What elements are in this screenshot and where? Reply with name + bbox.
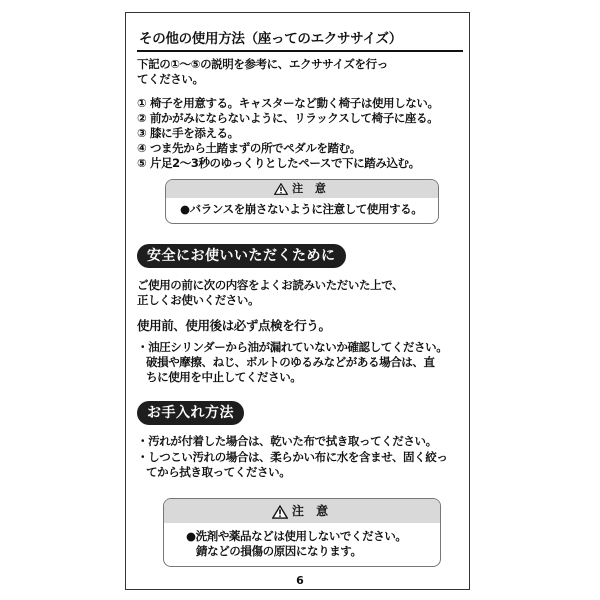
step-4: ④ つま先から土踏まずの所でペダルを踏む。 bbox=[137, 141, 361, 155]
caution-label: 注 意 bbox=[292, 182, 330, 195]
bullet-line: 破損や摩擦、ねじ、ボルトのゆるみなどがある場合は、直 bbox=[146, 355, 435, 369]
step-1: ① 椅子を用意する。キャスターなど動く椅子は使用しない。 bbox=[137, 96, 439, 110]
caution-line: 錆などの損傷の原因になります。 bbox=[196, 544, 362, 558]
caution-box-chemicals bbox=[163, 498, 441, 567]
exercise-intro bbox=[137, 57, 463, 87]
bullet-line: ちに使用を中止してください。 bbox=[146, 370, 302, 384]
care-bullets bbox=[137, 434, 463, 480]
caution-body bbox=[166, 198, 438, 223]
caution-header bbox=[164, 499, 440, 523]
caution-label: 注 意 bbox=[291, 504, 333, 518]
caution-body bbox=[164, 523, 440, 566]
exercise-steps bbox=[137, 96, 463, 171]
page-content bbox=[137, 30, 463, 567]
inspection-bullet bbox=[137, 340, 463, 385]
care-heading-wrap bbox=[137, 401, 463, 425]
safety-heading-wrap bbox=[137, 244, 463, 268]
inspection-subheading: 使用前、使用後は必ず点検を行う。 bbox=[137, 318, 331, 333]
safety-intro bbox=[137, 278, 463, 308]
safety-heading: 安全にお使いいただくために bbox=[137, 244, 346, 268]
care-bullet-1: ・汚れが付着した場合は、乾いた布で拭き取ってください。 bbox=[137, 434, 437, 448]
step-3: ③ 膝に手を添える。 bbox=[137, 126, 239, 140]
safety-intro-line: 正しくお使いください。 bbox=[137, 293, 260, 307]
caution-line: ●洗剤や薬品などは使用しないでください。 bbox=[186, 529, 407, 543]
warning-icon bbox=[274, 183, 288, 195]
bullet-line: ・油圧シリンダーから油が漏れていないか確認してください。 bbox=[137, 340, 448, 354]
safety-intro-line: ご使用の前に次の内容をよくお読みいただいた上で、 bbox=[137, 278, 404, 292]
care-heading: お手入れ方法 bbox=[137, 401, 244, 425]
care-bullet-2: ・しつこい汚れの場合は、柔らかい布に水を含ませ、固く絞っ bbox=[137, 450, 448, 464]
step-2: ② 前かがみにならないように、リラックスして椅子に座る。 bbox=[137, 111, 439, 125]
caution-line: ●バランスを崩さないように注意して使用する。 bbox=[180, 202, 423, 216]
intro-line: 下記の①～⑤の説明を参考に、エクササイズを行っ bbox=[137, 57, 388, 71]
care-bullet-2-cont: てから拭き取ってください。 bbox=[146, 465, 291, 479]
page-number: 6 bbox=[296, 574, 304, 587]
caution-header bbox=[166, 180, 438, 198]
section-title: その他の使用方法（座ってのエクササイズ） bbox=[137, 30, 463, 52]
caution-box-balance bbox=[165, 179, 439, 224]
step-5: ⑤ 片足2～3秒のゆっくりとしたペースで下に踏み込む。 bbox=[137, 156, 420, 170]
intro-line: てください。 bbox=[137, 72, 204, 86]
warning-icon bbox=[272, 505, 288, 519]
